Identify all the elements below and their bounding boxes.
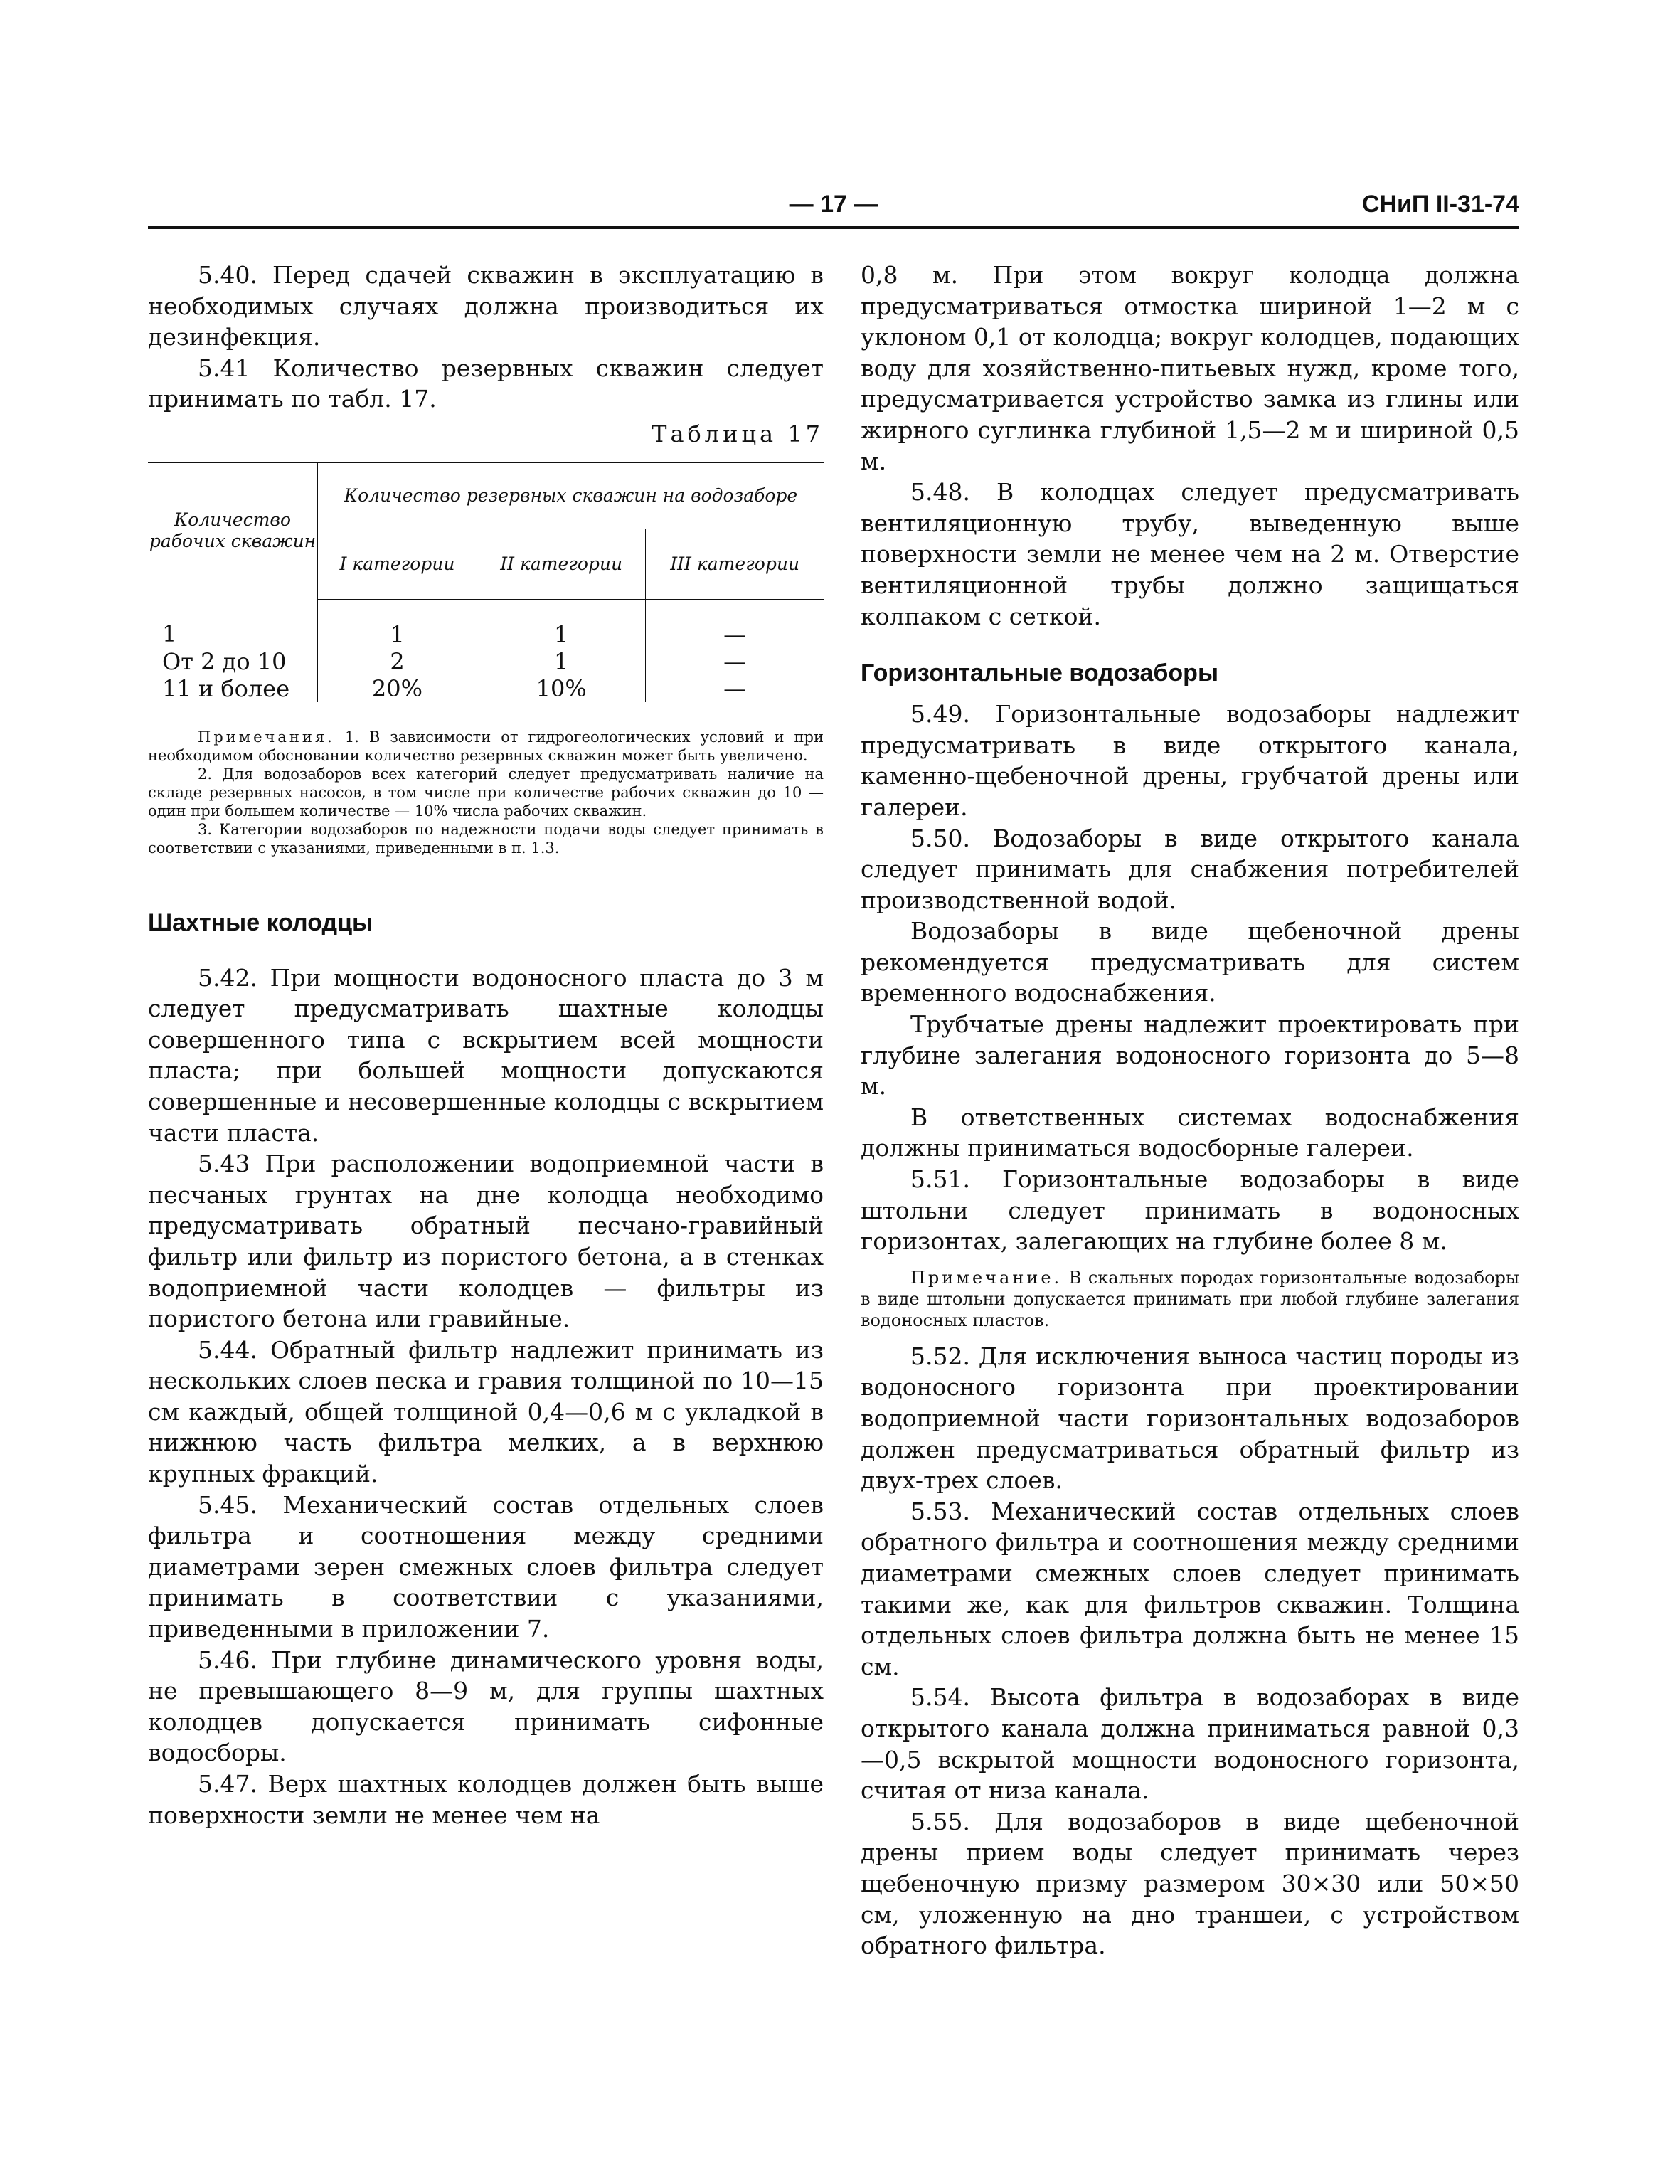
table-row — [148, 648, 824, 675]
table-cell: 1 — [477, 648, 645, 675]
table-cell: — — [646, 675, 824, 702]
note-5-51 — [861, 1267, 1519, 1331]
notes-label: Примечания. — [198, 728, 335, 746]
clause-5-41: 5.41 Количество резервных скважин следует принимать по табл. 17. — [148, 354, 824, 413]
clause-5-42: 5.42. При мощности водоносного пласта до 3 м следует предусматривать шахтные колодцы совершенного типа с вскрытием всей мощности пласта; при большей мощности допускаются совершенные и несовершенные колодцы с вскрытием части пласта. — [148, 963, 824, 1147]
clause-5-47: 5.47. Верх шахтных колодцев должен быть выше поверхности земли не менее чем на — [148, 1770, 824, 1829]
table-cell: 20% — [318, 675, 477, 702]
col-group-header-reserve: Количество резервных скважин на водозаборе — [318, 462, 824, 529]
table-cell: 10% — [477, 675, 645, 702]
col-header-category-2: II категории — [477, 529, 645, 599]
clause-5-50-d: В ответственных системах водоснабжения должны приниматься водосборные галереи. — [861, 1103, 1519, 1162]
clause-5-43: 5.43 При расположении водоприемной части в песчаных грунтах на дне колодца необходимо предусматривать обратный песчано-гравийный фильтр или фильтр из пористого бетона, а в стенках водоприемной части колодцев — фильтры из пористого бетона или гравийные. — [148, 1150, 824, 1333]
table-note-1 — [148, 728, 824, 765]
section-heading-horizontal-intakes: Горизонтальные водозаборы — [861, 659, 1218, 687]
note-text: В скальных породах горизонтальные водозаборы в виде штольни допускается принимать при любой глубине залегания водоносных пластов. — [861, 1267, 1519, 1330]
clause-5-51: 5.51. Горизонтальные водозаборы в виде штольни следует принимать в водоносных горизонтах, залегающих на глубине более 8 м. — [861, 1165, 1519, 1256]
clause-5-52: 5.52. Для исключения выноса частиц породы из водоносного горизонта при проектировании водоприемной части горизонтальных водозаборов должен предусматриваться обратный фильтр из двух-трех слоев. — [861, 1342, 1519, 1495]
table-cell: 1 — [477, 599, 645, 648]
table-cell: — — [646, 648, 824, 675]
table-row — [148, 599, 824, 648]
page-number: — 17 — — [789, 191, 878, 218]
table-cell: 2 — [318, 648, 477, 675]
clause-5-55: 5.55. Для водозаборов в виде щебеночной дрены прием воды следует принимать через щебеночную призму размером 30×30 или 50×50 см, уложенную на дно траншеи, с устройством обратного фильтра. — [861, 1807, 1519, 1960]
clause-5-50: 5.50. Водозаборы в виде открытого канала следует принимать для снабжения потребителей производственной водой. — [861, 824, 1519, 914]
clause-5-50-b: Водозаборы в виде щебеночной дрены рекомендуется предусматривать для систем временного водоснабжения. — [861, 917, 1519, 1007]
note-paragraph — [861, 1267, 1519, 1331]
clause-5-53: 5.53. Механический состав отдельных слоев обратного фильтра и соотношения между средними диаметрами смежных слоев следует принимать такими же, как для фильтров скважин. Толщина отдельных слоев фильтра должна быть не менее 15 см. — [861, 1497, 1519, 1680]
clause-5-40: 5.40. Перед сдачей скважин в эксплуатацию в необходимых случаях должна производиться их дезинфекция. — [148, 261, 824, 351]
table-cell: — — [646, 599, 824, 648]
table-note-3: 3. Категории водозаборов по надежности подачи воды следует принимать в соответствии с указаниями, приведенными в п. 1.3. — [148, 820, 824, 857]
clause-5-50-c: Трубчатые дрены надлежит проектировать при глубине залегания водоносного горизонта до 5—8 м. — [861, 1010, 1519, 1101]
clause-5-45: 5.45. Механический состав отдельных слоев фильтра и соотношения между средними диаметрами зерен смежных слоев фильтра следует принимать в соответствии с указаниями, приведенными в приложении 7. — [148, 1490, 824, 1643]
table-cell: 1 — [318, 599, 477, 648]
note-text: 1. В зависимости от гидрогеологических условий и при необходимом обосновании количество резервных скважин может быть увеличено. — [148, 728, 824, 764]
clause-5-44: 5.44. Обратный фильтр надлежит принимать из нескольких слоев песка и гравия толщиной по 10—15 см каждый, общей толщиной 0,4—0,6 м с укладкой в нижнюю часть фильтра мелких, а в верхнюю крупных фракций. — [148, 1335, 824, 1488]
clause-5-49: 5.49. Горизонтальные водозаборы надлежит предусматривать в виде открытого канала, каменно-щебеночной дрены, грубчатой дрены или галереи. — [861, 700, 1519, 821]
clause-5-48: 5.48. В колодцах следует предусматривать вентиляционную трубу, выведенную выше поверхности земли не менее чем на 2 м. Отверстие вентиляционной трубы должно защищаться колпаком с сеткой. — [861, 478, 1519, 630]
table-notes — [148, 728, 824, 857]
clause-5-54: 5.54. Высота фильтра в водозаборах в виде открытого канала должна приниматься равной 0,3—0,5 вскрытой мощности водоносного горизонта, считая от низа канала. — [861, 1683, 1519, 1805]
clause-5-46: 5.46. При глубине динамического уровня воды, не превышающего 8—9 м, для группы шахтных колодцев допускается принимать сифонные водосборы. — [148, 1645, 824, 1767]
right-column — [861, 260, 1519, 1961]
document-code: СНиП II-31-74 — [1361, 191, 1519, 218]
section-heading-shaft-wells: Шахтные колодцы — [148, 908, 373, 936]
clause-5-47-continued: 0,8 м. При этом вокруг колодца должна предусматриваться отмостка шириной 1—2 м с уклоном 0,1 от колодца; вокруг колодцев, подающих воду для хозяйственно-питьевых нужд, кроме того, предусматривается устройство замка из глины или жирного суглинка глубиной 1,5—2 м и шириной 0,5 м. — [861, 261, 1519, 475]
note-label: Примечание. — [910, 1267, 1063, 1288]
table-cell: 1 — [162, 620, 177, 648]
table-note-2: 2. Для водозаборов всех категорий следует предусматривать наличие на складе резервных насосов, в том числе при количестве рабочих скважин до 10 — один при большем количестве — 10% числа рабочих скважин. — [148, 765, 824, 820]
header-rule — [148, 226, 1519, 229]
table-caption: Таблица 17 — [652, 420, 824, 447]
reserve-wells-table — [148, 462, 824, 702]
col-header-working-wells: Количество рабочих скважин — [148, 462, 318, 600]
table-cell: От 2 до 10 — [162, 647, 287, 675]
col-header-category-1: I категории — [318, 529, 477, 599]
col-header-category-3: III категории — [646, 529, 824, 599]
left-column — [148, 260, 824, 1830]
page-header — [148, 191, 1519, 223]
table-cell: 11 и более — [162, 674, 290, 702]
table-row — [148, 675, 824, 702]
